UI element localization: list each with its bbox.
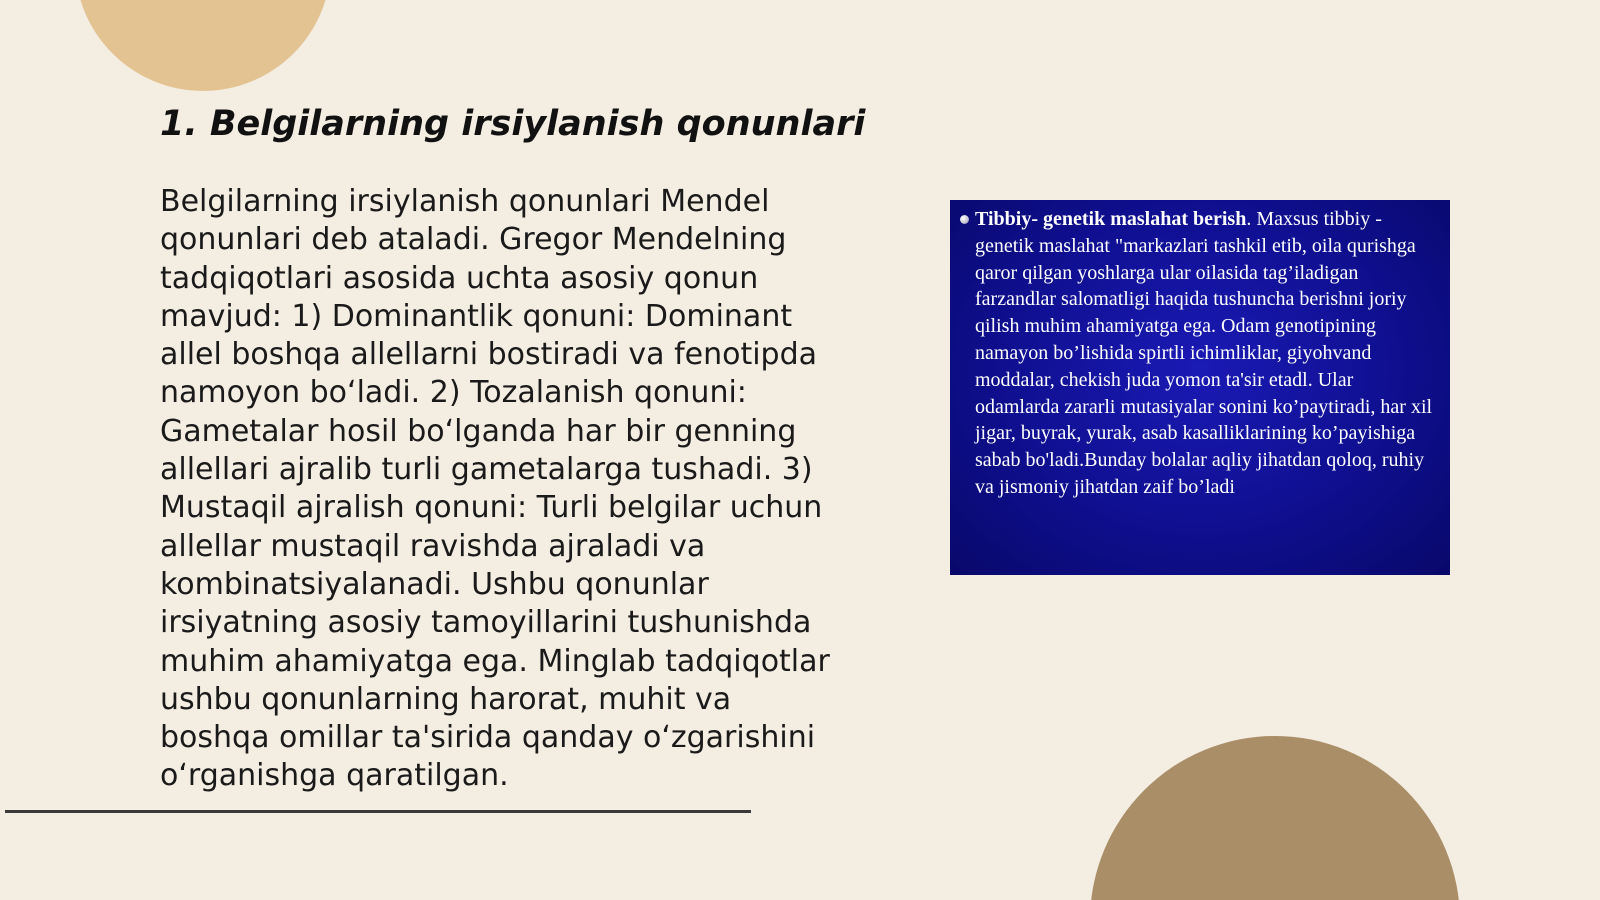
bullet-icon — [960, 215, 969, 224]
decorative-circle-top — [75, 0, 331, 91]
body-paragraph: Belgilarning irsiylanish qonunlari Mendel qonunlari deb ataladi. Gregor Mendelning tadqiqotlari asosida uchta asosiy qonun mavjud: 1) Dominantlik qonuni: Dominant allel boshqa allellarni bostiradi va fenotipda namoyon bo‘ladi. 2) Tozalanish qonuni: Gametalar hosil bo‘lganda har bir genning allellari ajralib turli gametalarga tushadi. 3) Mustaqil ajralish qonuni: Turli belgilar uchun allellar mustaqil ravishda ajraladi va kombinatsiyalanadi. Ushbu qonunlar irsiyatning asosiy tamoyillarini tushunishda muhim ahamiyatga ega. Minglab tadqiqotlar ushbu qonunlarning harorat, muhit va boshqa omillar ta'sirida qanday o‘zgarishini o‘rganishga qaratilgan. — [160, 184, 830, 794]
divider-line — [5, 810, 751, 813]
info-heading: Tibbiy- genetik maslahat berish — [975, 208, 1247, 230]
info-box — [950, 200, 1450, 575]
info-text — [975, 206, 1440, 501]
info-bullet-item — [960, 206, 1440, 501]
decorative-circle-bottom — [1090, 736, 1460, 900]
info-body: . Maxsus tibbiy - genetik maslahat "markazlari tashkil etib, oila qurishga qaror qilgan yoshlarga ular oilasida tag’iladigan farzandlar salomatligi haqida tushuncha berishni joriy qilish muhim ahamiyatga ega. Odam genotipining namayon bo’lishida spirtli ichimliklar, giyohvand moddalar, chekish juda yomon ta'sir etadl. Ular odamlarda zararli mutasiyalar sonini ko’paytiradi, har xil jigar, buyrak, yurak, asab kasalliklarining ko’payishiga sabab bo'ladi.Bunday bolalar aqliy jihatdan qoloq, ruhiy va jismoniy jihatdan zaif bo’ladi — [975, 208, 1433, 498]
slide-title: 1. Belgilarning irsiylanish qonunlari — [160, 104, 866, 144]
